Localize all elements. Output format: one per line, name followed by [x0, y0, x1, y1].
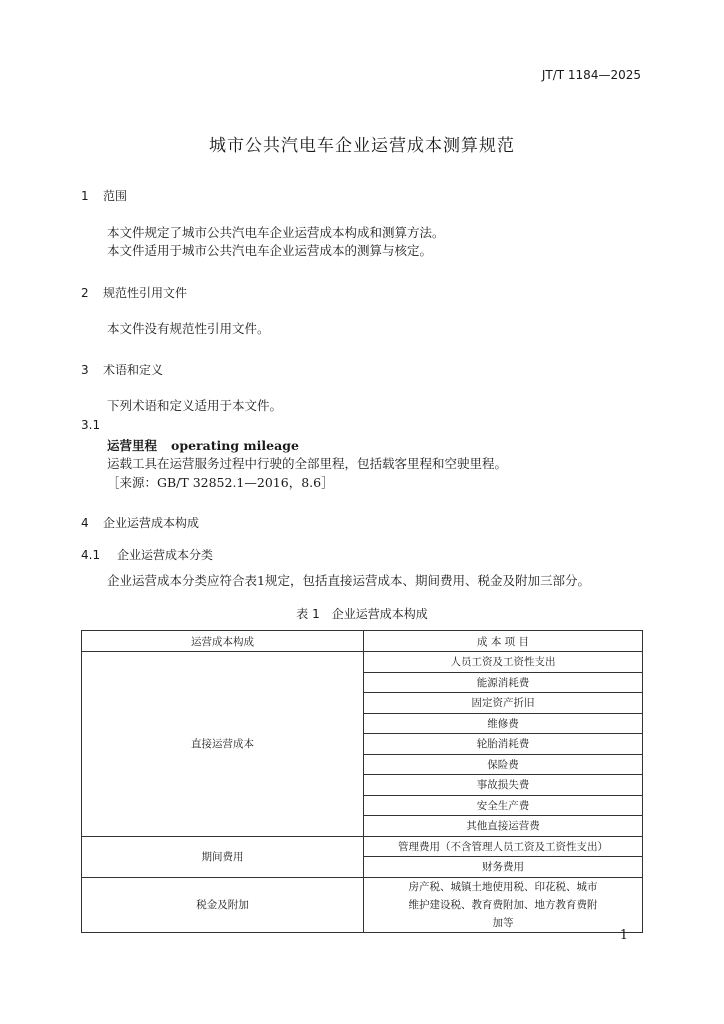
table-row	[82, 836, 643, 857]
section-number: 2	[81, 286, 89, 300]
cost-item-cell: 人员工资及工资性支出	[364, 652, 643, 673]
section-title: 范围	[103, 189, 128, 203]
cost-item-text: 房产税、城镇土地使用税、印花税、城市维护建设税、教育费附加、地方教育费附加等	[408, 880, 598, 929]
cost-item-cell: 维修费	[364, 713, 643, 734]
table-header-row	[82, 631, 643, 652]
cost-composition-table	[81, 630, 643, 933]
section-number: 3	[81, 363, 89, 377]
table-caption: 表 1 企业运营成本构成	[296, 607, 428, 621]
cost-item-cell: 固定资产折旧	[364, 693, 643, 714]
section-title: 企业运营成本构成	[103, 516, 200, 530]
term-number: 3.1	[81, 418, 101, 432]
subsection-title: 企业运营成本分类	[117, 548, 214, 562]
standard-code: JT/T 1184—2025	[541, 68, 641, 82]
cost-item-cell: 财务费用	[364, 857, 643, 878]
column-header: 成 本 项 目	[364, 631, 643, 652]
column-header: 运营成本构成	[82, 631, 364, 652]
section-title: 规范性引用文件	[103, 286, 188, 300]
term-english: operating mileage	[171, 438, 299, 453]
section-number: 1	[81, 189, 89, 203]
table-row	[82, 877, 643, 932]
cost-item-cell: 事故损失费	[364, 775, 643, 796]
paragraph: 本文件规定了城市公共汽电车企业运营成本构成和测算方法。	[107, 225, 445, 240]
cost-item-cell: 管理费用（不含管理人员工资及工资性支出）	[364, 836, 643, 857]
paragraph: 本文件适用于城市公共汽电车企业运营成本的测算与核定。	[107, 243, 433, 258]
document-title: 城市公共汽电车企业运营成本测算规范	[209, 136, 515, 156]
cost-item-cell: 轮胎消耗费	[364, 734, 643, 755]
paragraph: 本文件没有规范性引用文件。	[107, 321, 270, 336]
page-number: 1	[619, 928, 628, 943]
table-row	[82, 652, 643, 673]
category-cell: 期间费用	[82, 836, 364, 877]
section-1-heading	[81, 187, 127, 204]
section-number: 4	[81, 516, 89, 530]
cost-item-cell	[364, 877, 643, 932]
subsection-number: 4.1	[81, 548, 101, 562]
term-definition: 运载工具在运营服务过程中行驶的全部里程，包括载客里程和空驶里程。	[107, 456, 508, 471]
section-4-heading	[81, 514, 199, 531]
cost-item-cell: 能源消耗费	[364, 672, 643, 693]
paragraph: 企业运营成本分类应符合表1规定，包括直接运营成本、期间费用、税金及附加三部分。	[107, 573, 590, 588]
cost-item-cell: 保险费	[364, 754, 643, 775]
term-chinese: 运营里程	[107, 438, 158, 453]
category-cell: 直接运营成本	[82, 652, 364, 837]
cost-item-cell: 其他直接运营费	[364, 816, 643, 837]
section-3-heading	[81, 361, 163, 378]
term-source: ［来源：GB/T 32852.1—2016，8.6］	[107, 475, 334, 490]
subsection-4-1-heading	[81, 546, 213, 563]
term-entry	[107, 436, 299, 454]
paragraph: 下列术语和定义适用于本文件。	[107, 398, 283, 413]
cost-item-cell: 安全生产费	[364, 795, 643, 816]
section-2-heading	[81, 284, 187, 301]
section-title: 术语和定义	[103, 363, 164, 377]
category-cell: 税金及附加	[82, 877, 364, 932]
